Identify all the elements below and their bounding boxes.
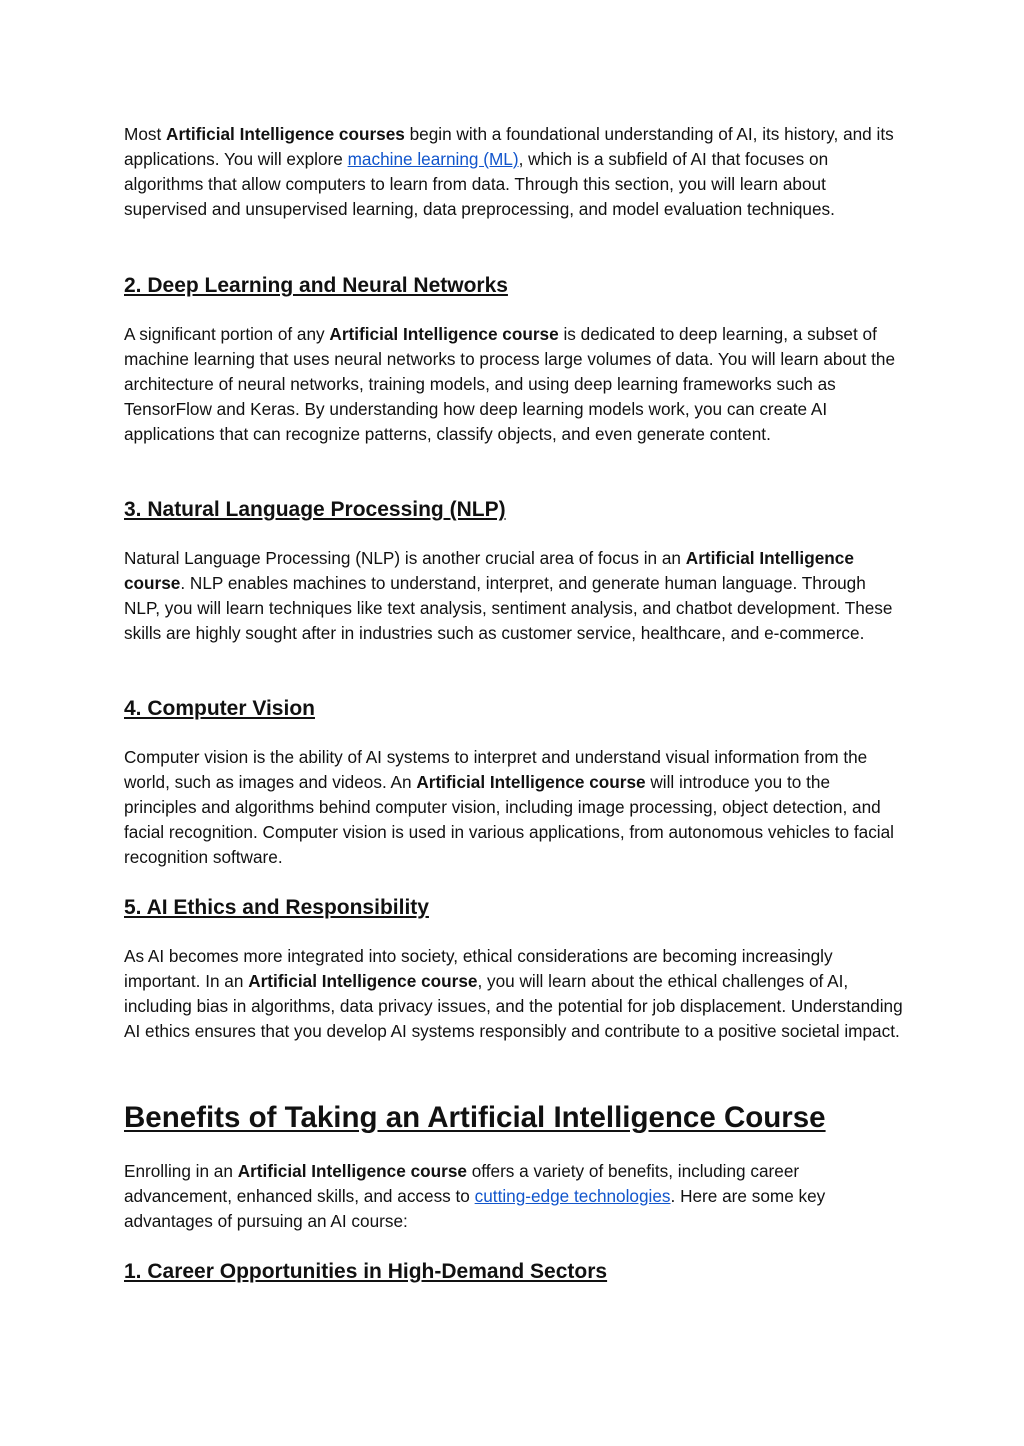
benefits-body — [124, 1159, 904, 1234]
section-heading-ai-ethics: 5. AI Ethics and Responsibility — [124, 896, 429, 919]
intro-bold-1: Artificial Intelligence courses — [166, 124, 405, 144]
cutting-edge-technologies-link[interactable]: cutting-edge technologies — [474, 1186, 671, 1206]
section-computer-vision — [124, 695, 904, 723]
benefits-section — [124, 1099, 904, 1137]
section-nlp-body — [124, 546, 904, 646]
benefits-text-1: Enrolling in an — [124, 1161, 238, 1181]
intro-text-1: Most — [124, 124, 167, 144]
deep-learning-bold-1: Artificial Intelligence course — [329, 324, 559, 344]
computer-vision-bold-1: Artificial Intelligence course — [416, 772, 646, 792]
section-ai-ethics — [124, 894, 904, 922]
section-deep-learning-body — [124, 322, 904, 447]
deep-learning-paragraph — [124, 322, 904, 447]
ai-ethics-bold-1: Artificial Intelligence course — [248, 971, 478, 991]
benefits-paragraph — [124, 1159, 904, 1234]
benefits-heading: Benefits of Taking an Artificial Intelligence Course — [124, 1101, 826, 1134]
nlp-text-2: . NLP enables machines to understand, interpret, and generate human language. Through NLP, you will learn techniques like text analysis, sentiment analysis, and chatbot development. These skills are highly sought after in industries such as customer service, healthcare, and e-commerce. — [124, 573, 893, 643]
section-career-opportunities — [124, 1258, 904, 1286]
ai-ethics-text-1: As AI becomes more integrated into society, ethical considerations are becoming increasingly important. In an — [124, 946, 833, 991]
deep-learning-text-1: A significant portion of any — [124, 324, 330, 344]
machine-learning-link[interactable]: machine learning (ML) — [347, 149, 519, 169]
computer-vision-text-1: Computer vision is the ability of AI systems to interpret and understand visual information from the world, such as images and videos. An — [124, 747, 868, 792]
nlp-bold-1: Artificial Intelligence course — [124, 548, 854, 593]
benefits-text-3: . Here are some key advantages of pursuing an AI course: — [124, 1186, 826, 1231]
benefits-text-2: offers a variety of benefits, including career advancement, enhanced skills, and access to — [124, 1161, 800, 1206]
nlp-paragraph — [124, 546, 904, 646]
intro-text-3: , which is a subfield of AI that focuses on algorithms that allow computers to learn from data. Through this section, you will learn about supervised and unsupervised learning, data preprocessing, and model evaluation techniques. — [124, 149, 835, 219]
deep-learning-text-2: is dedicated to deep learning, a subset of machine learning that uses neural networks to process large volumes of data. You will learn about the architecture of neural networks, training models, and using deep learning frameworks such as TensorFlow and Keras. By understanding how deep learning models work, you can create AI applications that can recognize patterns, classify objects, and even generate content. — [124, 324, 896, 444]
section-ai-ethics-body — [124, 944, 904, 1044]
intro-text-2: begin with a foundational understanding of AI, its history, and its applications. You will explore — [124, 124, 894, 169]
section-heading-computer-vision: 4. Computer Vision — [124, 697, 315, 720]
section-deep-learning — [124, 272, 904, 300]
section-computer-vision-body — [124, 745, 904, 870]
section-nlp — [124, 496, 904, 524]
ai-ethics-text-2: , you will learn about the ethical challenges of AI, including bias in algorithms, data privacy issues, and the potential for job displacement. Understanding AI ethics ensures that you develop AI systems responsibly and contribute to a positive societal impact. — [124, 971, 903, 1041]
intro-paragraph — [124, 122, 904, 222]
ai-ethics-paragraph — [124, 944, 904, 1044]
section-heading-nlp: 3. Natural Language Processing (NLP) — [124, 498, 506, 521]
computer-vision-paragraph — [124, 745, 904, 870]
section-heading-career-opportunities: 1. Career Opportunities in High-Demand Sectors — [124, 1260, 608, 1283]
computer-vision-text-2: will introduce you to the principles and algorithms behind computer vision, including image processing, object detection, and facial recognition. Computer vision is used in various applications, from autonomous vehicles to facial recognition software. — [124, 772, 895, 867]
section-heading-deep-learning: 2. Deep Learning and Neural Networks — [124, 274, 508, 297]
nlp-text-1: Natural Language Processing (NLP) is another crucial area of focus in an — [124, 548, 686, 568]
benefits-bold-1: Artificial Intelligence course — [237, 1161, 467, 1181]
intro-section — [124, 122, 904, 222]
